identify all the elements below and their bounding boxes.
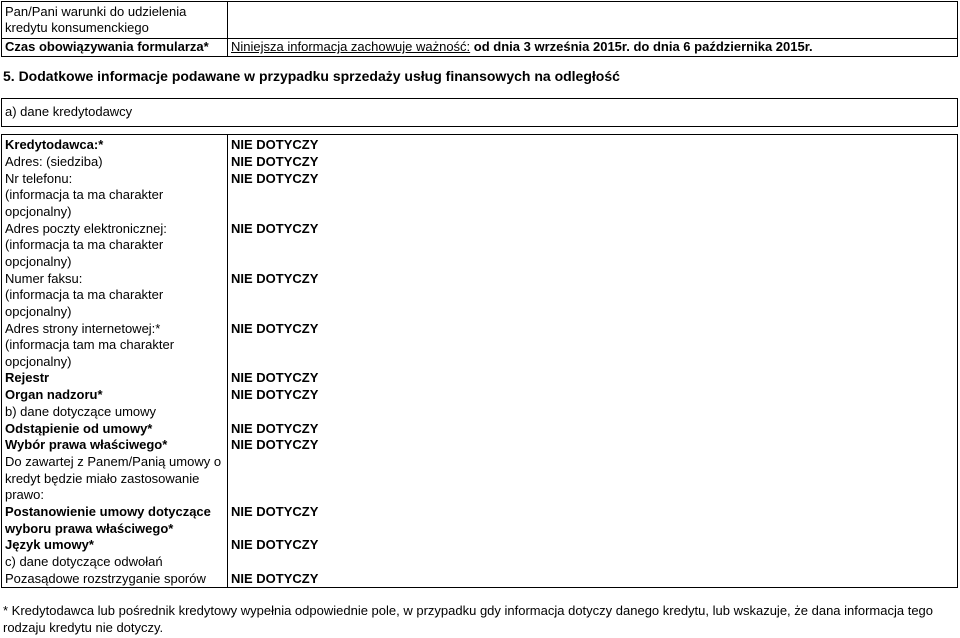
website-note-1: (informacja tam ma charakter <box>5 337 175 352</box>
fax-label: Numer faksu: <box>5 271 83 286</box>
email-value: NIE DOTYCZY <box>231 221 319 236</box>
website-value: NIE DOTYCZY <box>231 321 319 336</box>
validity-dates: od dnia 3 września 2015r. do dnia 6 października 2015r. <box>473 39 813 54</box>
law-choice-label: Wybór prawa właściwego* <box>5 437 168 452</box>
email-note-1: (informacja ta ma charakter <box>5 237 164 252</box>
language-label: Język umowy* <box>5 537 94 552</box>
info-table <box>1 134 958 588</box>
withdrawal-value: NIE DOTYCZY <box>231 421 319 436</box>
fax-note-2: opcjonalny) <box>5 304 72 319</box>
law-note-1: Do zawartej z Panem/Panią umowy o <box>5 454 222 469</box>
supervisor-label: Organ nadzoru* <box>5 387 103 402</box>
phone-note-1: (informacja ta ma charakter <box>5 187 164 202</box>
column-divider <box>227 135 228 587</box>
law-clause-1: Postanowienie umowy dotyczące <box>5 504 211 519</box>
email-note-2: opcjonalny) <box>5 254 72 269</box>
address-label: Adres: (siedziba) <box>5 154 103 169</box>
subheading: a) dane kredytodawcy <box>1 98 958 127</box>
lender-info-value <box>228 2 957 39</box>
contract-heading: b) dane dotyczące umowy <box>5 404 157 419</box>
section-title: 5. Dodatkowe informacje podawane w przypadku sprzedaży usług finansowych na odległość <box>3 68 620 84</box>
validity-label: Czas obowiązywania formularza* <box>2 39 228 56</box>
appeals-heading: c) dane dotyczące odwołań <box>5 554 163 569</box>
website-label: Adres strony internetowej:* <box>5 321 161 336</box>
phone-note-2: opcjonalny) <box>5 204 72 219</box>
validity-lead: Niniejsza informacja zachowuje ważność: <box>231 39 471 54</box>
law-choice-value: NIE DOTYCZY <box>231 437 319 452</box>
website-note-2: opcjonalny) <box>5 354 72 369</box>
language-value: NIE DOTYCZY <box>231 537 319 552</box>
register-label: Rejestr <box>5 370 50 385</box>
register-value: NIE DOTYCZY <box>231 370 319 385</box>
supervisor-value: NIE DOTYCZY <box>231 387 319 402</box>
validity-value <box>228 39 957 56</box>
withdrawal-label: Odstąpienie od umowy* <box>5 421 153 436</box>
dispute-value: NIE DOTYCZY <box>231 571 319 586</box>
lender-label: Kredytodawca:* <box>5 137 104 152</box>
email-label: Adres poczty elektronicznej: <box>5 221 167 236</box>
law-note-2: kredyt będzie miało zastosowanie <box>5 471 200 486</box>
law-clause-2: wyboru prawa właściwego* <box>5 521 174 536</box>
lender-value: NIE DOTYCZY <box>231 137 319 152</box>
law-clause-value: NIE DOTYCZY <box>231 504 319 519</box>
fax-note-1: (informacja ta ma charakter <box>5 287 164 302</box>
law-note-3: prawo: <box>5 487 45 502</box>
phone-value: NIE DOTYCZY <box>231 171 319 186</box>
phone-label: Nr telefonu: <box>5 171 73 186</box>
footnote: * Kredytodawca lub pośrednik kredytowy wypełnia odpowiednie pole, w przypadku gdy informacja dotyczy danego kredytu, lub wskazuje, że dana informacja tego rodzaju kredytu nie dotyczy. <box>3 603 934 635</box>
fax-value: NIE DOTYCZY <box>231 271 319 286</box>
header-table <box>1 1 958 57</box>
lender-info-label: Pan/Pani warunki do udzielenia kredytu konsumenckiego <box>2 2 228 39</box>
dispute-label: Pozasądowe rozstrzyganie sporów <box>5 571 206 586</box>
address-value: NIE DOTYCZY <box>231 154 319 169</box>
